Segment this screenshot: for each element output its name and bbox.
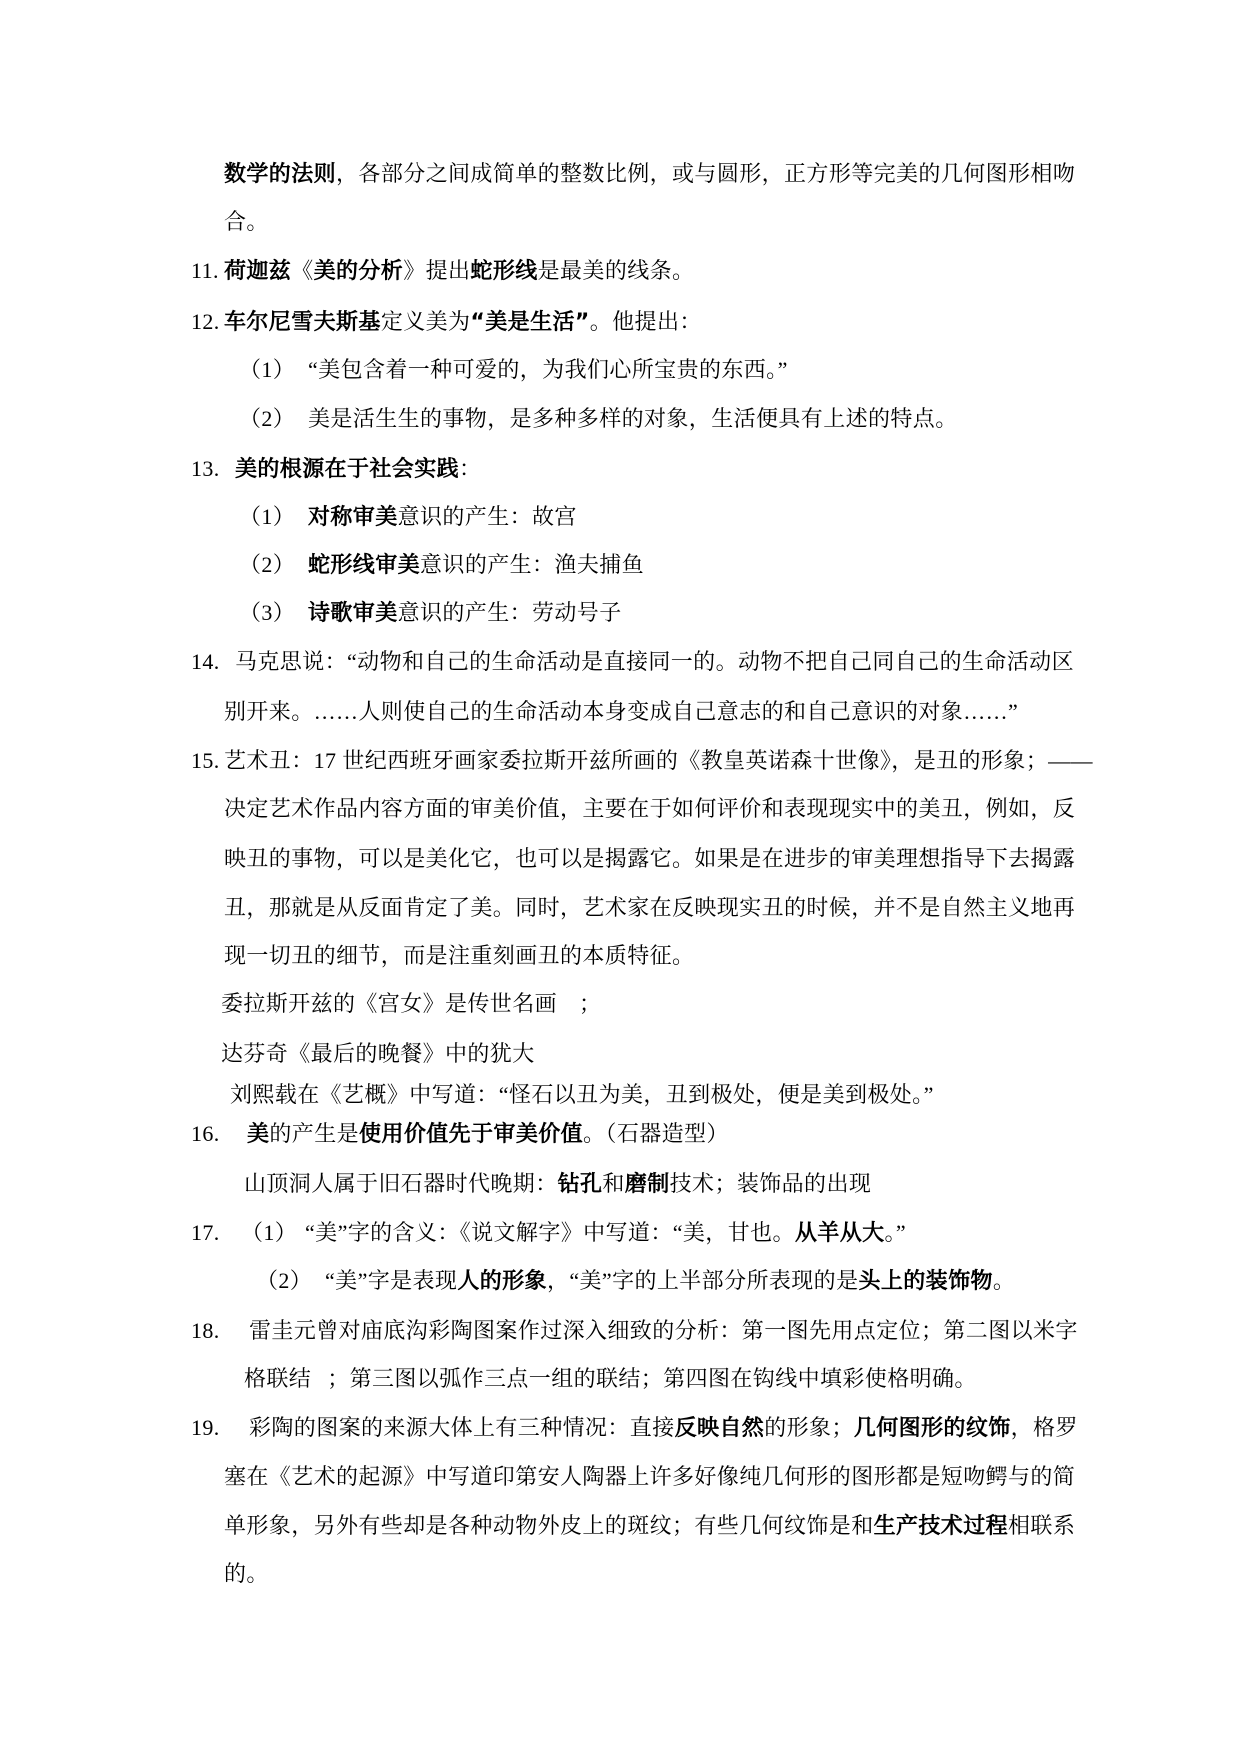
item-number: 19. xyxy=(191,1415,220,1440)
bold-term: 反映自然 xyxy=(674,1416,765,1441)
page-line xyxy=(0,207,1241,237)
text-run: 马克思说：“动物和自己的生命活动是直接同一的。动物不把自己同自己的生命活动区 xyxy=(235,649,1074,674)
bold-term: 荷迦兹 xyxy=(224,259,292,284)
line-text xyxy=(224,159,1075,190)
text-run: 意识的产生：渔夫捕鱼 xyxy=(420,552,645,577)
item-number: 18. xyxy=(191,1318,220,1343)
item-number: 13. xyxy=(191,456,220,481)
page-line xyxy=(0,502,1241,532)
page-line xyxy=(0,941,1241,971)
text-run: 映丑的事物，可以是美化它，也可以是揭露它。如果是在进步的审美理想指导下去揭露 xyxy=(224,846,1076,871)
text-run: 达芬奇《最后的晚餐》中的犹大 xyxy=(221,1041,535,1066)
text-run: 定义美为 xyxy=(380,309,471,334)
item-number: 15. xyxy=(191,748,220,773)
text-run: 塞在《艺术的起源》中写道印第安人陶器上许多好像纯几何形的图形都是短吻鳄与的简 xyxy=(224,1464,1076,1489)
bold-term: 钻孔 xyxy=(557,1172,603,1197)
page-line xyxy=(0,893,1241,923)
text-run: “美包含着一种可爱的，为我们心所宝贵的东西。” xyxy=(308,357,788,382)
text-run: 山顶洞人属于旧石器时代晚期： xyxy=(244,1171,558,1196)
text-run: 格联结 xyxy=(244,1366,312,1391)
line-text xyxy=(224,1559,269,1589)
line-text xyxy=(325,1266,1015,1297)
page-line xyxy=(0,697,1241,727)
page-line xyxy=(0,647,1241,677)
text-run: ，各部分之间成简单的整数比例，或与圆形，正方形等完美的几何图形相吻 xyxy=(336,161,1076,186)
bold-term: 几何图形的纹饰 xyxy=(853,1416,1011,1441)
page-line xyxy=(0,1316,1241,1346)
page-line xyxy=(0,1413,1241,1443)
text-run: 的。 xyxy=(224,1561,269,1586)
line-text xyxy=(224,1511,1075,1542)
page-line xyxy=(0,746,1241,776)
page-line xyxy=(0,1559,1241,1589)
text-run: 技术；装饰品的出现 xyxy=(669,1171,872,1196)
text-run: ；第三图以弧作三点一组的联结；第四图在钩线中填彩使格明确。 xyxy=(327,1366,977,1391)
text-run: 。 xyxy=(992,1268,1016,1293)
text-run: 。” xyxy=(884,1220,907,1245)
bold-term: 数学的法则 xyxy=(224,162,337,187)
line-text xyxy=(224,794,1075,824)
bold-term: 诗歌审美 xyxy=(308,601,398,626)
line-text xyxy=(244,1169,871,1200)
page-line xyxy=(0,1462,1241,1492)
page-line xyxy=(0,159,1241,189)
text-run: 。他提出： xyxy=(589,309,702,334)
text-run: 。（石器造型） xyxy=(583,1121,729,1146)
page-line xyxy=(0,550,1241,580)
page-line xyxy=(0,989,1241,1019)
sub-item-label: （2） xyxy=(239,552,296,577)
bold-term: 对称审美 xyxy=(308,505,398,530)
bold-term: 美 xyxy=(247,1122,270,1147)
bold-term: 从羊从大 xyxy=(794,1221,885,1246)
text-run: 彩陶的图案的来源大体上有三种情况：直接 xyxy=(249,1415,675,1440)
bold-term: 使用价值先于审美价值 xyxy=(359,1122,584,1147)
bold-term: 头上的装饰物 xyxy=(858,1269,993,1294)
line-text xyxy=(224,697,1018,727)
text-run: ： xyxy=(459,456,482,481)
bold-term: 磨制 xyxy=(624,1172,670,1197)
text-run: 》提出 xyxy=(403,258,471,283)
line-text xyxy=(308,598,622,629)
page-line xyxy=(0,1511,1241,1541)
line-text xyxy=(247,1119,729,1150)
sub-item-label: （3） xyxy=(239,600,296,625)
text-run: ，“美”字的上半部分所表现的是 xyxy=(546,1268,859,1293)
text-run: 单形象，另外有些却是各种动物外皮上的斑纹；有些几何纹饰是和 xyxy=(224,1513,874,1538)
line-text xyxy=(308,355,788,385)
line-text xyxy=(224,893,1075,923)
text-run: 决定艺术作品内容方面的审美价值，主要在于如何评价和表现现实中的美丑，例如，反 xyxy=(224,796,1076,821)
bold-term: 车尔尼雪夫斯基 xyxy=(224,310,381,335)
item-number: 17. xyxy=(191,1220,220,1245)
text-run: 是最美的线条。 xyxy=(537,258,695,283)
text-run: 现一切丑的细节，而是注重刻画丑的本质特征。 xyxy=(224,943,695,968)
page-line xyxy=(0,404,1241,434)
line-text xyxy=(305,1218,906,1249)
item-number: 12. xyxy=(191,309,220,334)
text-run: 《 xyxy=(291,258,314,283)
text-run: “美”字是表现 xyxy=(325,1268,458,1293)
line-text xyxy=(224,844,1075,874)
text-run: 意识的产生：劳动号子 xyxy=(397,600,622,625)
line-text xyxy=(308,404,958,434)
line-text xyxy=(221,1039,535,1069)
page-line xyxy=(0,1169,1241,1199)
text-run: 的产生是 xyxy=(269,1121,360,1146)
line-text xyxy=(308,550,644,581)
page-line xyxy=(0,1119,1241,1149)
line-text xyxy=(249,1413,1078,1444)
text-run: 刘熙载在《艺概》中写道：“怪石以丑为美，丑到极处，便是美到极处。” xyxy=(230,1082,934,1107)
page-line xyxy=(0,1080,1241,1110)
text-run: 的形象； xyxy=(764,1415,854,1440)
line-text xyxy=(224,207,269,237)
page-line xyxy=(0,355,1241,385)
text-run: 意识的产生：故宫 xyxy=(397,504,577,529)
line-text xyxy=(224,1462,1075,1492)
bold-term: 蛇形线 xyxy=(470,259,538,284)
text-run: 艺术丑：17 世纪西班牙画家委拉斯开兹所画的《教皇英诺森十世像》，是丑的形象；—— xyxy=(224,748,1093,773)
page-line xyxy=(0,256,1241,286)
line-text xyxy=(224,746,1093,776)
text-run: 委拉斯开兹的《宫女》是传世名画 xyxy=(221,991,558,1016)
line-text xyxy=(224,256,694,287)
item-number: 11. xyxy=(191,258,219,283)
line-text xyxy=(224,307,702,338)
bold-term: 人的形象 xyxy=(457,1269,547,1294)
sub-item-label: （2） xyxy=(256,1268,313,1293)
page-line xyxy=(0,307,1241,337)
text-run: “美”字的含义：《说文解字》中写道：“美，甘也。 xyxy=(305,1220,795,1245)
text-run: 雷圭元曾对庙底沟彩陶图案作过深入细致的分析：第一图先用点定位；第二图以米字 xyxy=(249,1318,1078,1343)
item-number: 14. xyxy=(191,649,220,674)
text-run: 相联系 xyxy=(1008,1513,1076,1538)
line-text xyxy=(230,1080,934,1110)
sub-item-label: （1） xyxy=(239,357,296,382)
sub-item-label: （1） xyxy=(239,504,296,529)
line-text xyxy=(221,989,601,1019)
page-line xyxy=(0,1364,1241,1394)
page-line xyxy=(0,1266,1241,1296)
text-run: 美是活生生的事物，是多种多样的对象，生活便具有上述的特点。 xyxy=(308,406,958,431)
line-text xyxy=(235,454,481,485)
text-run: 和 xyxy=(602,1171,625,1196)
page-line xyxy=(0,1039,1241,1069)
page-line xyxy=(0,598,1241,628)
bold-term: 美的根源在于社会实践 xyxy=(235,457,460,482)
bold-term: 生产技术过程 xyxy=(873,1514,1009,1539)
sub-item-label: （2） xyxy=(239,406,296,431)
page-line xyxy=(0,844,1241,874)
line-text xyxy=(249,1316,1078,1346)
text-run: 丑，那就是从反面肯定了美。同时，艺术家在反映现实丑的时候，并不是自然主义地再 xyxy=(224,895,1076,920)
bold-term: 美的分析 xyxy=(313,259,404,284)
page-line xyxy=(0,454,1241,484)
line-text xyxy=(308,502,577,533)
text-run: 别开来。……人则使自己的生命活动本身变成自己意志的和自己意识的对象……” xyxy=(224,699,1019,724)
bold-term: “美是生活” xyxy=(470,310,590,335)
text-run: ； xyxy=(579,991,602,1016)
sub-item-label: （1） xyxy=(241,1220,298,1245)
item-number: 16. xyxy=(191,1121,220,1146)
text-run: ，格罗 xyxy=(1010,1415,1078,1440)
line-text xyxy=(235,647,1074,677)
page-line xyxy=(0,1218,1241,1248)
text-run: 合。 xyxy=(224,209,269,234)
page-line xyxy=(0,794,1241,824)
bold-term: 蛇形线审美 xyxy=(308,553,421,578)
line-text xyxy=(224,941,694,971)
line-text xyxy=(244,1364,977,1394)
